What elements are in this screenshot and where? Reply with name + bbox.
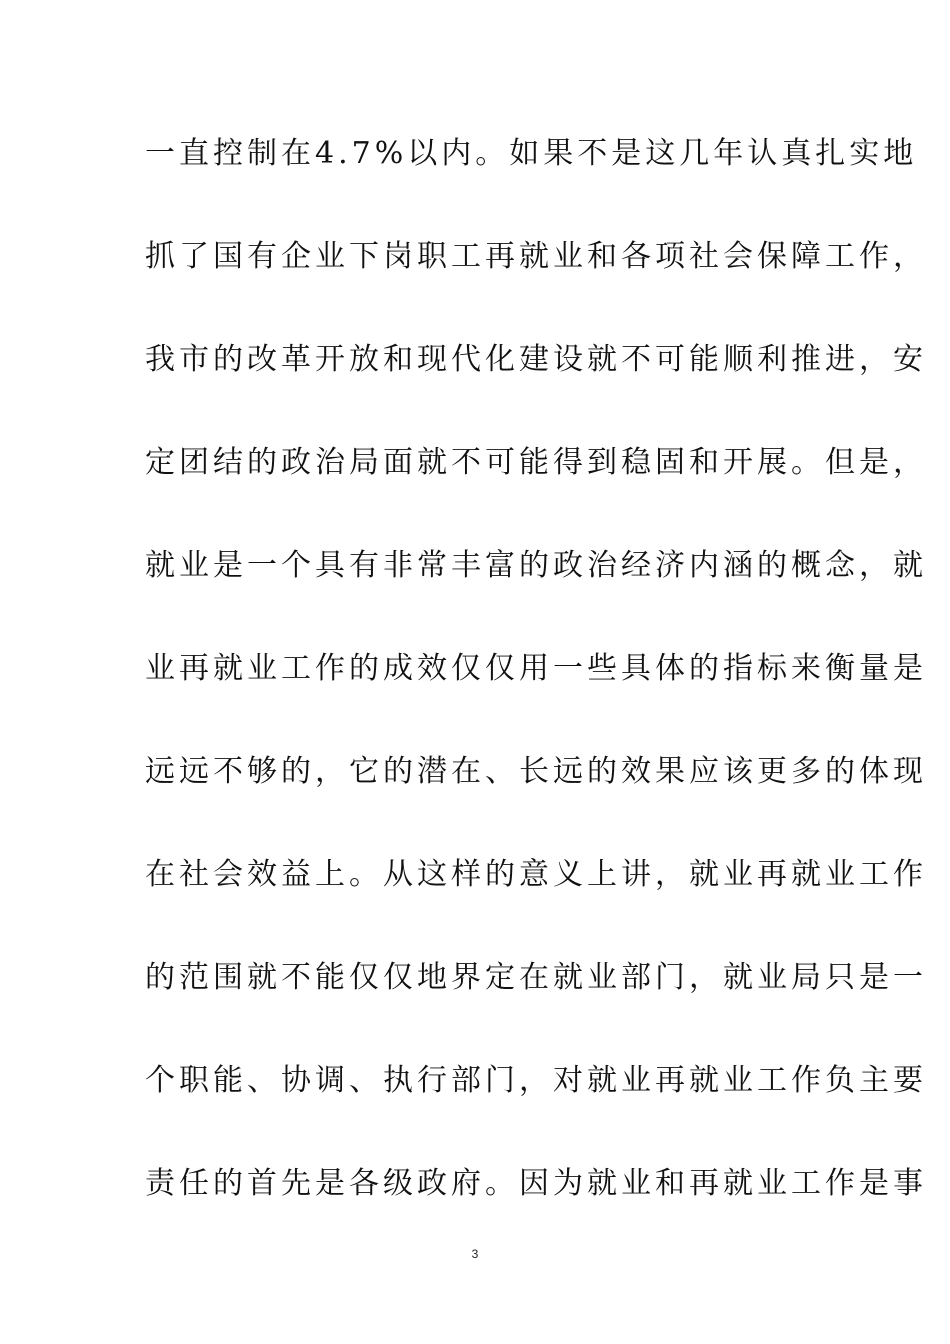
text-line: 一直控制在4.7%以内。如果不是这几年认真扎实地 (145, 136, 918, 171)
text-line: 就业是一个具有非常丰富的政治经济内涵的概念，就 (145, 548, 927, 583)
page-number: 3 (471, 1247, 479, 1261)
text-line: 抓了国有企业下岗职工再就业和各项社会保障工作， (145, 239, 927, 274)
text-line: 责任的首先是各级政府。因为就业和再就业工作是事 (145, 1166, 927, 1201)
body-text (145, 128, 927, 1261)
text-line: 业再就业工作的成效仅仅用一些具体的指标来衡量是 (145, 651, 927, 686)
text-line: 我市的改革开放和现代化建设就不可能顺利推进，安 (145, 342, 927, 377)
text-line: 定团结的政治局面就不可能得到稳固和开展。但是， (145, 445, 927, 480)
text-line: 个职能、协调、执行部门，对就业再就业工作负主要 (145, 1063, 927, 1098)
text-line: 在社会效益上。从这样的意义上讲，就业再就业工作 (145, 857, 927, 892)
text-line: 远远不够的，它的潜在、长远的效果应该更多的体现 (145, 754, 927, 789)
text-line: 的范围就不能仅仅地界定在就业部门，就业局只是一 (145, 960, 927, 995)
